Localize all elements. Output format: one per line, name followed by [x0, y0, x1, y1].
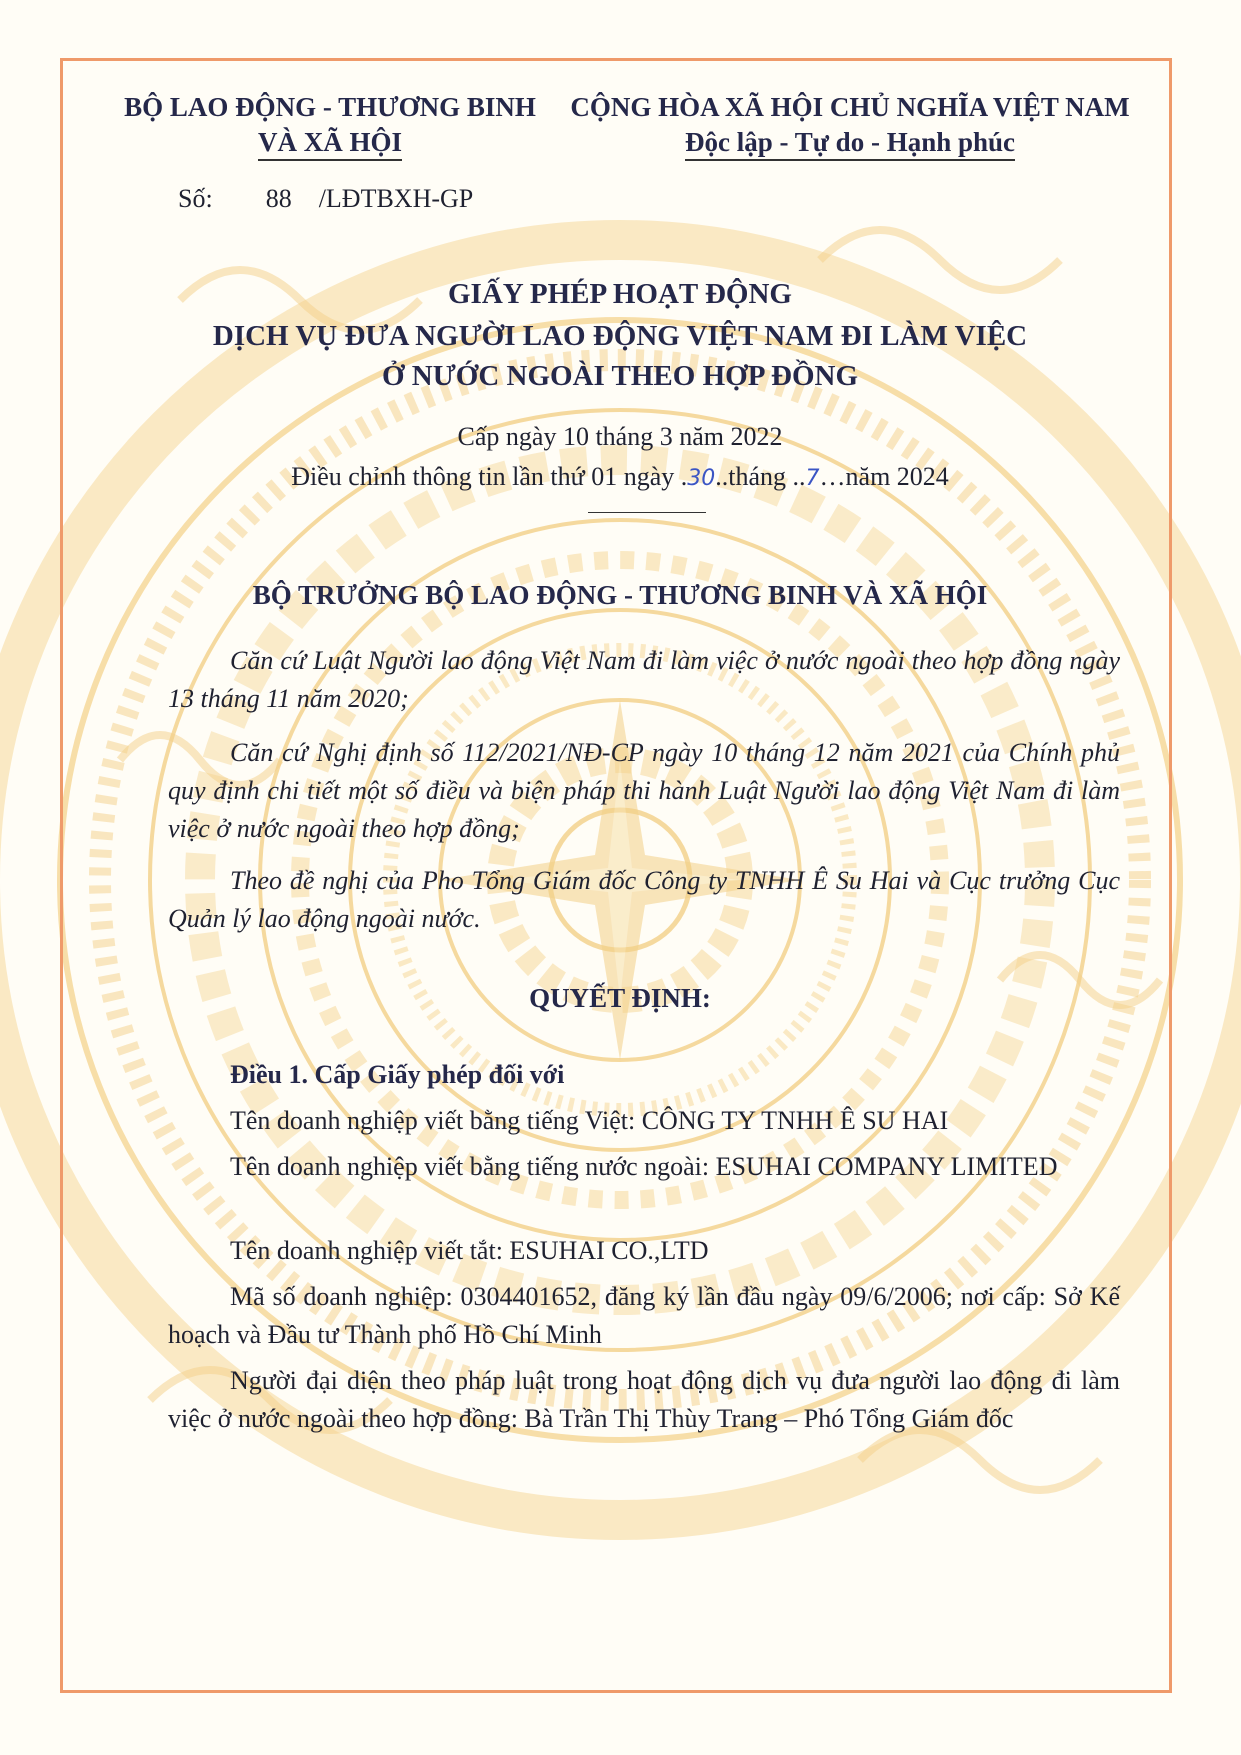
document-number: [178, 180, 473, 218]
ministry-name-line1: BỘ LAO ĐỘNG - THƯƠNG BINH: [124, 92, 536, 122]
title-line2: DỊCH VỤ ĐƯA NGƯỜI LAO ĐỘNG VIỆT NAM ĐI LÀM VIỆC: [212, 320, 1028, 352]
number-value: 88: [265, 184, 292, 213]
handwritten-day: 30: [687, 466, 716, 491]
adjustment-suffix: …năm 2024: [819, 462, 949, 491]
issue-date: Cấp ngày 10 tháng 3 năm 2022: [457, 422, 783, 451]
ministry-name-line2: VÀ XÃ HỘI: [258, 127, 402, 161]
company-name-short: Tên doanh nghiệp viết tắt: ESUHAI CO.,LTD: [230, 1236, 709, 1265]
company-tax-code: Mã số doanh nghiệp: 0304401652, đăng ký lần đầu ngày 09/6/2006; nơi cấp: Sở Kế hoạch và Đầu tư Thành phố Hồ Chí Minh: [168, 1282, 1120, 1349]
ministry-name: [120, 92, 540, 158]
motto: Độc lập - Tự do - Hạnh phúc: [685, 127, 1015, 161]
adjustment-date: [80, 458, 1160, 498]
country-name: CỘNG HÒA XÃ HỘI CHỦ NGHĨA VIỆT NAM: [570, 92, 1130, 122]
handwritten-month: 7: [805, 466, 820, 491]
adjustment-mid: ..tháng ..: [715, 462, 806, 491]
preamble-3: Theo đề nghị của Pho Tổng Giám đốc Công ty TNHH Ê Su Hai và Cục trưởng Cục Quản lý lao động ngoài nước.: [168, 866, 1120, 933]
company-name-vi: Tên doanh nghiệp viết bằng tiếng Việt: CÔNG TY TNHH Ê SU HAI: [230, 1106, 949, 1135]
adjustment-prefix: Điều chỉnh thông tin lần thứ 01 ngày .: [291, 462, 688, 491]
company-name-foreign: Tên doanh nghiệp viết bằng tiếng nước ngoài: ESUHAI COMPANY LIMITED: [230, 1152, 1058, 1181]
decision-heading: QUYẾT ĐỊNH:: [529, 983, 711, 1013]
title-line3: Ở NƯỚC NGOÀI THEO HỢP ĐỒNG: [381, 360, 859, 392]
preamble-1: Căn cứ Luật Người lao động Việt Nam đi làm việc ở nước ngoài theo hợp đồng ngày 13 tháng 11 năm 2020;: [168, 646, 1120, 713]
number-suffix: /LĐTBXH-GP: [318, 184, 474, 213]
preamble-2: Căn cứ Nghị định số 112/2021/NĐ-CP ngày 10 tháng 12 năm 2021 của Chính phủ quy định chi tiết một số điều và biện pháp thi hành Luật Người lao động Việt Nam đi làm việc ở nước ngoài theo hợp đồng;: [168, 738, 1120, 843]
separator-line: [588, 512, 706, 513]
article1-heading: Điều 1. Cấp Giấy phép đối với: [230, 1060, 565, 1089]
number-label: Số:: [178, 184, 213, 213]
title-line1: GIẤY PHÉP HOẠT ĐỘNG: [447, 278, 792, 310]
authority-heading: BỘ TRƯỞNG BỘ LAO ĐỘNG - THƯƠNG BINH VÀ XÃ HỘI: [252, 580, 988, 610]
legal-representative: Người đại diện theo pháp luật trong hoạt động dịch vụ đưa người lao động đi làm việc ở nước ngoài theo hợp đồng: Bà Trần Thị Thùy Trang – Phó Tổng Giám đốc: [168, 1366, 1120, 1433]
national-motto: [560, 92, 1140, 158]
